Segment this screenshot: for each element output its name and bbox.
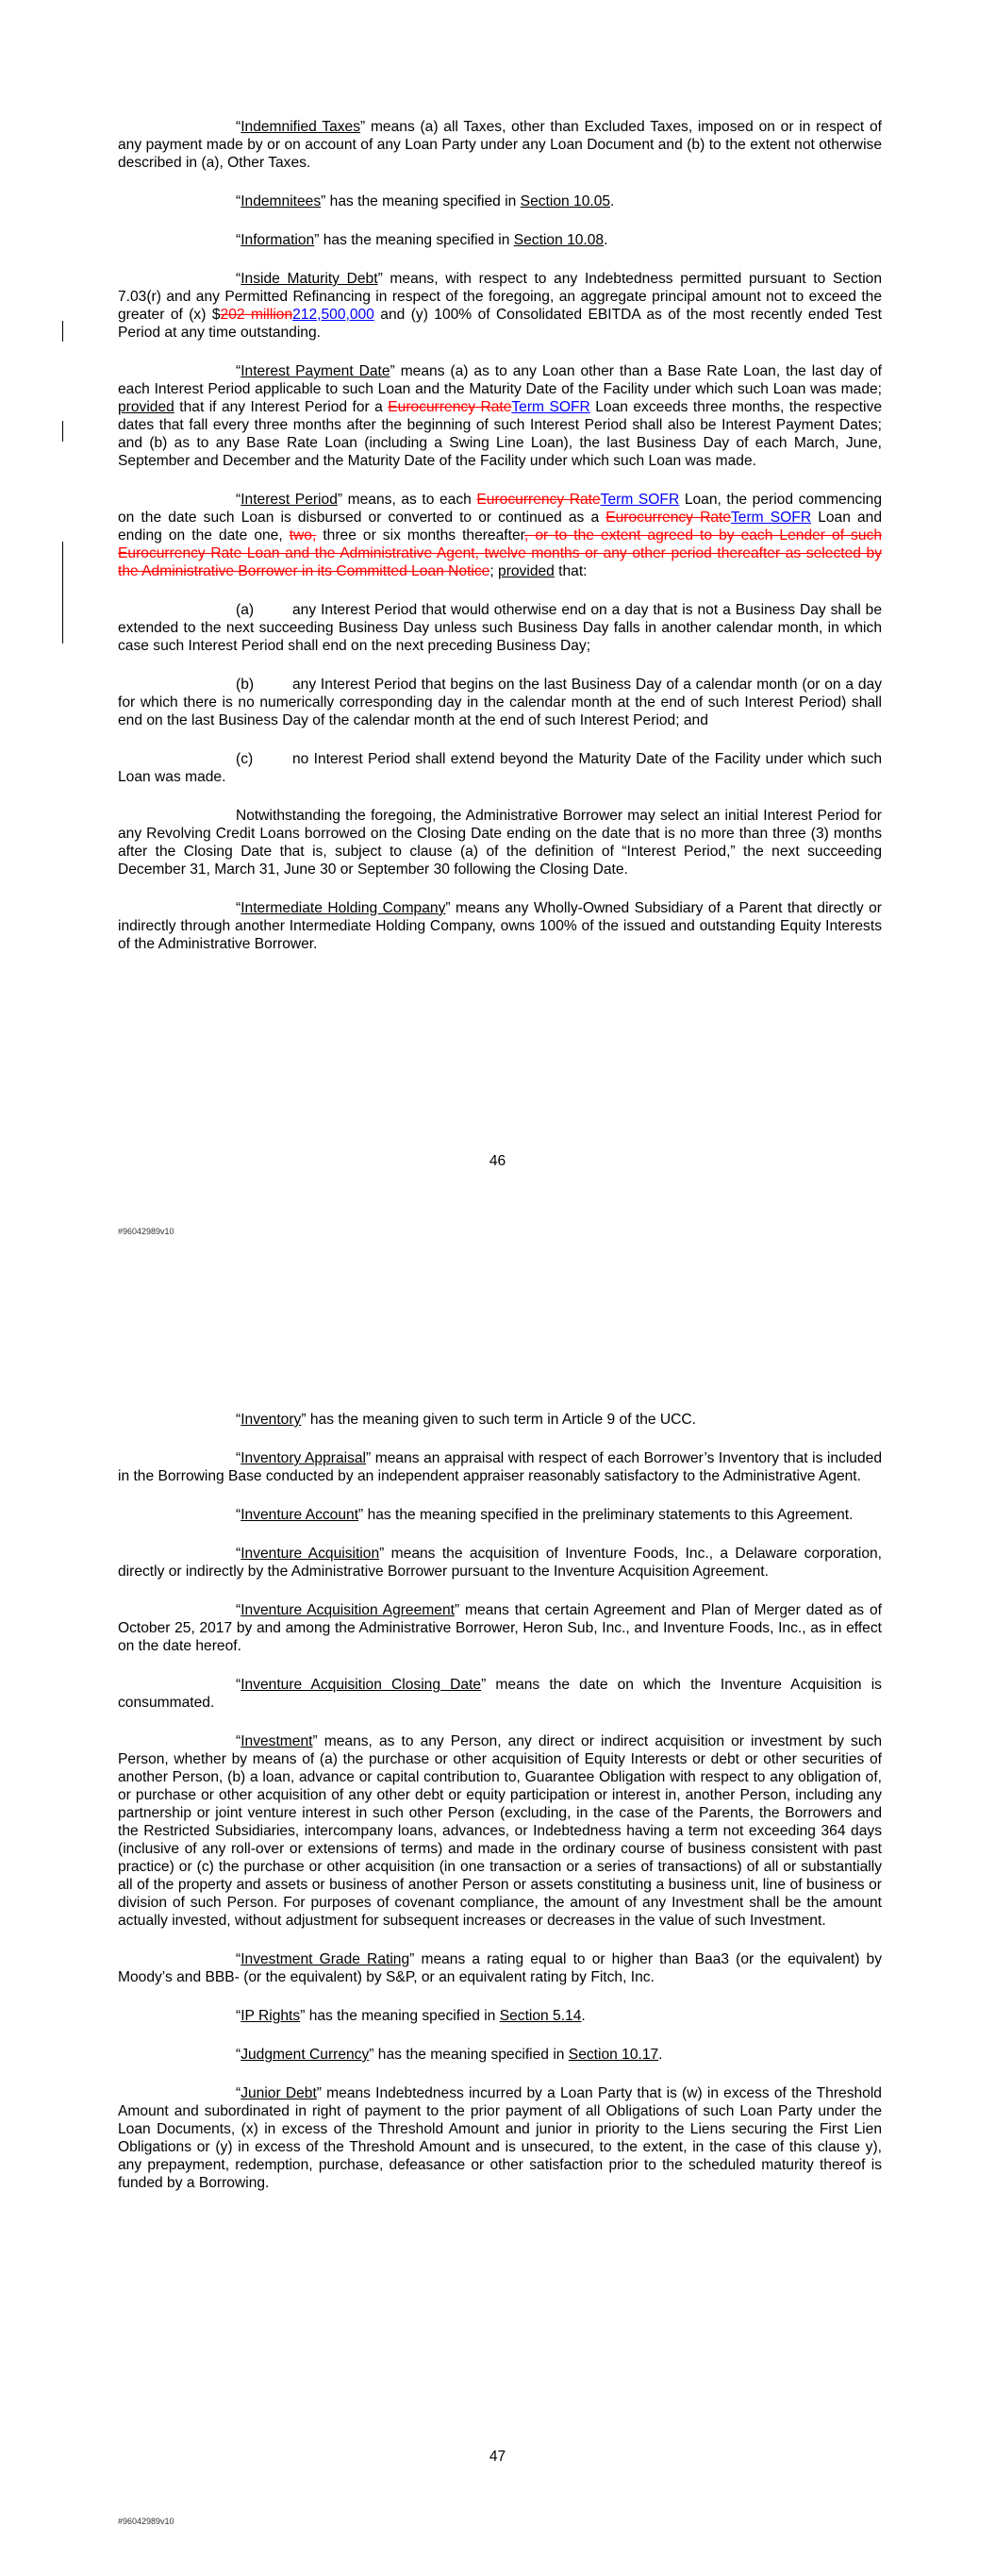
- page-number: 46: [489, 1153, 506, 1169]
- deleted-text: Eurocurrency Rate: [388, 399, 512, 415]
- defined-term: Information: [240, 232, 315, 248]
- change-bar: [62, 421, 63, 442]
- page-47-body: [118, 1411, 882, 2213]
- definition-investment: “Investment” means, as to any Person, any direct or indirect acquisition or investment by such Person, whether by means of (a) the purchase or other acquisition of Equity Interests or debt or other securities of another Person, (b) a loan, advance or capital contribution to, Guarantee Obligation with respect to any obligation of, or purchase or other acquisition of any other debt or equity participation or interest in, another Person, including any partnership or joint venture interest in such other Person (excluding, in the case of the Parents, the Borrowers and the Restricted Subsidiaries, intercompany loans, advances, or Indebtedness having a term not exceeding 364 days (inclusive of any roll-over or extensions of terms) and made in the ordinary course of business consistent with past practice) or (c) the purchase or other acquisition (in one transaction or a series of transactions) of all or substantially all of the property and assets or business of another Person or assets constituting a business unit, line of business or division of such Person. For purposes of covenant compliance, the amount of any Investment shall be the amount actually invested, without adjustment for subsequent increases or decreases in the value of such Investment.: [118, 1733, 882, 1929]
- section-reference: Section 10.08: [513, 232, 605, 248]
- defined-term: Inventure Acquisition: [240, 1546, 380, 1562]
- definition-ip-rights: “IP Rights” has the meaning specified in Section 5.14.: [236, 2008, 586, 2024]
- defined-term: IP Rights: [240, 2008, 301, 2024]
- deleted-text: Eurocurrency Rate: [605, 510, 732, 526]
- defined-term: Judgment Currency: [240, 2047, 370, 2063]
- change-bar: [62, 542, 63, 644]
- inserted-text: Term SOFR: [731, 510, 812, 526]
- definition-judgment-currency: “Judgment Currency” has the meaning specified in Section 10.17.: [236, 2047, 663, 2063]
- document-id: #96042989v10: [118, 1227, 174, 1236]
- defined-term: Inventory Appraisal: [240, 1450, 367, 1466]
- page-46-body: [118, 118, 882, 974]
- section-reference: Section 10.05: [520, 193, 611, 209]
- definition-information: “Information” has the meaning specified in Section 10.08.: [236, 232, 608, 248]
- defined-term: Junior Debt: [240, 2085, 317, 2101]
- definition-inventory: “Inventory” has the meaning given to such term in Article 9 of the UCC.: [236, 1412, 696, 1428]
- deleted-text: , or to the extent agreed to by each Lender of such Eurocurrency Rate Loan and the Administrative Agent, twelve months or any other period thereafter as selected by the Administrative Borrower in its Committed Loan Notice: [118, 527, 882, 579]
- inserted-text: Term SOFR: [511, 399, 590, 415]
- definition-indemnified-taxes: “Indemnified Taxes” means (a) all Taxes, other than Excluded Taxes, imposed on or in respect of any payment made by or on account of any Loan Party under any Loan Document and (b) to the extent not otherwise described in (a), Other Taxes.: [118, 119, 882, 171]
- definition-inventure-acquisition-agreement: “Inventure Acquisition Agreement” means that certain Agreement and Plan of Merger dated as of October 25, 2017 by and among the Administrative Borrower, Heron Sub, Inc., and Inventure Foods, Inc., as in effect on the date hereof.: [118, 1602, 882, 1654]
- defined-term: Indemnified Taxes: [240, 119, 361, 135]
- definition-inventory-appraisal: “Inventory Appraisal” means an appraisal with respect of each Borrower’s Inventory that is included in the Borrowing Base conducted by an independent appraiser reasonably satisfactory to the Administrative Agent.: [118, 1450, 882, 1484]
- inserted-text: Term SOFR: [600, 492, 680, 508]
- definition-interest-period: “Interest Period” means, as to each Eurocurrency RateTerm SOFR Loan, the period commencing on the date such Loan is disbursed or converted to or continued as a Eurocurrency RateTerm SOFR Loan and ending on the date one, two, three or six months thereafter, or to the extent agreed to by each Lender of such Eurocurrency Rate Loan and the Administrative Agent, twelve months or any other period thereafter as selected by the Administrative Borrower in its Committed Loan Notice; provided that:: [118, 492, 883, 579]
- defined-term: Indemnitees: [240, 193, 322, 209]
- defined-term: Inventure Acquisition Agreement: [240, 1602, 455, 1618]
- clause-a: (a) any Interest Period that would otherwise end on a day that is not a Business Day shall be extended to the next succeeding Business Day unless such Business Day falls in another calendar month, in which case such Interest Period shall end on the next preceding Business Day;: [118, 602, 882, 654]
- deleted-text: 202 million: [220, 307, 293, 323]
- defined-term: Inside Maturity Debt: [240, 271, 378, 287]
- definition-investment-grade-rating: “Investment Grade Rating” means a rating equal to or higher than Baa3 (or the equivalent) by Moody’s and BBB- (or the equivalent) by S&P, or an equivalent rating by Fitch, Inc.: [118, 1951, 882, 1985]
- definition-indemnitees: “Indemnitees” has the meaning specified in Section 10.05.: [236, 193, 615, 209]
- defined-term: Investment Grade Rating: [240, 1951, 410, 1967]
- inserted-text: 212,500,000: [292, 307, 374, 323]
- defined-term: Intermediate Holding Company: [240, 900, 446, 916]
- definition-intermediate-holding-company: “Intermediate Holding Company” means any Wholly-Owned Subsidiary of a Parent that directly or indirectly through another Intermediate Holding Company, owns 100% of the issued and outstanding Equity Interests of the Administrative Borrower.: [118, 900, 882, 952]
- definition-inside-maturity-debt: “Inside Maturity Debt” means, with respect to any Indebtedness permitted pursuant to Section 7.03(r) and any Permitted Refinancing in respect of the foregoing, an aggregate principal amount not to exceed the greater of (x) $202 million212,500,000 and (y) 100% of Consolidated EBITDA as of the most recently ended Test Period at any time outstanding.: [118, 271, 883, 341]
- defined-term: Interest Payment Date: [240, 363, 390, 379]
- clause-c: (c) no Interest Period shall extend beyond the Maturity Date of the Facility under which such Loan was made.: [118, 751, 882, 785]
- clause-b: (b) any Interest Period that begins on the last Business Day of a calendar month (or on a day for which there is no numerically corresponding day in the calendar month at the end of such Interest Period) shall end on the last Business Day of the calendar month at the end of such Interest Period; and: [118, 677, 882, 728]
- definition-junior-debt: “Junior Debt” means Indebtedness incurred by a Loan Party that is (w) in excess of the Threshold Amount and subordinated in right of payment to the prior payment of all Obligations of such Loan Party under the Loan Documents, (x) in excess of the Threshold Amount and junior in priority to the Liens securing the First Lien Obligations or (y) in excess of the Threshold Amount and is unsecured, to the extent, in the case of this clause y), any prepayment, redemption, purchase, defeasance or other satisfaction prior to the scheduled maturity thereof is funded by a Borrowing.: [118, 2085, 882, 2191]
- definition-inventure-acquisition: “Inventure Acquisition” means the acquisition of Inventure Foods, Inc., a Delaware corporation, directly or indirectly by the Administrative Borrower pursuant to the Inventure Acquisition Agreement.: [118, 1546, 882, 1580]
- deleted-text: Eurocurrency Rate: [476, 492, 601, 508]
- change-bar: [62, 321, 63, 342]
- defined-term: Inventure Account: [240, 1507, 359, 1523]
- page-number: 47: [489, 2449, 506, 2465]
- definition-inventure-acquisition-closing-date: “Inventure Acquisition Closing Date” means the date on which the Inventure Acquisition is consummated.: [118, 1677, 882, 1711]
- defined-term: Interest Period: [240, 492, 338, 508]
- section-reference: Section 10.17: [568, 2047, 659, 2063]
- defined-term: Investment: [240, 1733, 313, 1749]
- definition-inventure-account: “Inventure Account” has the meaning specified in the preliminary statements to this Agreement.: [236, 1507, 854, 1523]
- document-id: #96042989v10: [118, 2517, 174, 2526]
- deleted-text: two,: [289, 527, 317, 544]
- notwithstanding-paragraph: Notwithstanding the foregoing, the Administrative Borrower may select an initial Interest Period for any Revolving Credit Loans borrowed on the Closing Date ending on the date that is no more than three (3) months after the Closing Date that is, subject to clause (a) of the definition of “Interest Period,” the next succeeding December 31, March 31, June 30 or September 30 following the Closing Date.: [118, 808, 882, 878]
- defined-term: Inventory: [240, 1412, 302, 1428]
- document-page-47: [0, 1288, 995, 2576]
- defined-term: Inventure Acquisition Closing Date: [240, 1677, 482, 1693]
- section-reference: Section 5.14: [499, 2008, 582, 2024]
- definition-interest-payment-date: “Interest Payment Date” means (a) as to any Loan other than a Base Rate Loan, the last day of each Interest Period applicable to such Loan and the Maturity Date of the Facility under which such Loan was made; provided that if any Interest Period for a Eurocurrency RateTerm SOFR Loan exceeds three months, the respective dates that fall every three months after the beginning of such Interest Period shall also be Interest Payment Dates; and (b) as to any Base Rate Loan (including a Swing Line Loan), the last Business Day of each March, June, September and December and the Maturity Date of the Facility under which such Loan was made.: [118, 363, 882, 469]
